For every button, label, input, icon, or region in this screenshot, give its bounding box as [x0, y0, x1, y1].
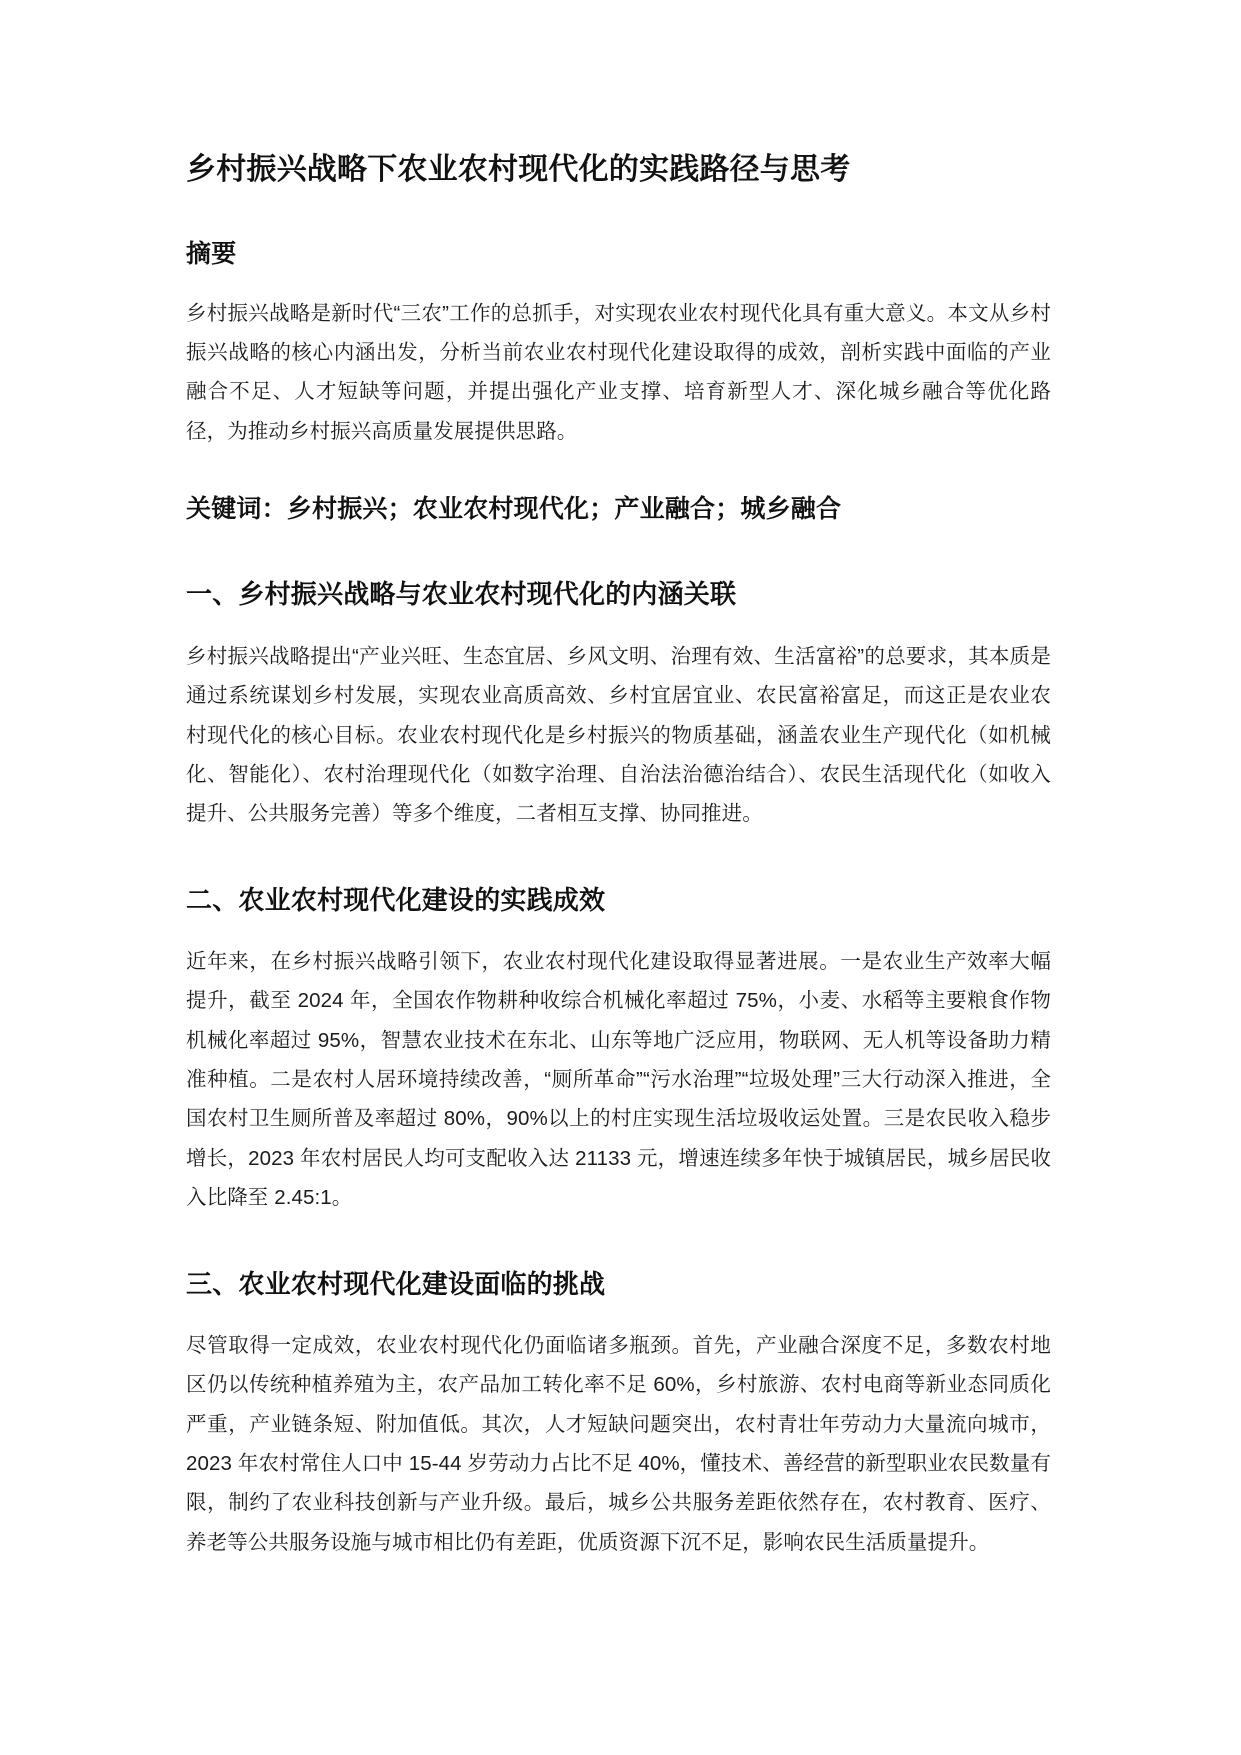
section-one-paragraph: 乡村振兴战略提出“产业兴旺、生态宜居、乡风文明、治理有效、生活富裕”的总要求，其本质是通过系统谋划乡村发展，实现农业高质高效、乡村宜居宜业、农民富裕富足，而这正是农业农村现代化的核心目标。农业农村现代化是乡村振兴的物质基础，涵盖农业生产现代化（如机械化、智能化）、农村治理现代化（如数字治理、自治法治德治结合）、农民生活现代化（如收入提升、公共服务完善）等多个维度，二者相互支撑、协同推进。	[186, 644, 1051, 826]
abstract-section	[186, 237, 1051, 451]
section-two-paragraph: 近年来，在乡村振兴战略引领下，农业农村现代化建设取得显著进展。一是农业生产效率大幅提升，截至 2024 年，全国农作物耕种收综合机械化率超过 75%，小麦、水稻等主要粮食作物机械化率超过 95%，智慧农业技术在东北、山东等地广泛应用，物联网、无人机等设备助力精准种植。二是农村人居环境持续改善，“厕所革命”“污水治理”“垃圾处理”三大行动深入推进，全国农村卫生厕所普及率超过 80%，90%以上的村庄实现生活垃圾收运处置。三是农民收入稳步增长，2023 年农村居民人均可支配收入达 21133 元，增速连续多年快于城镇居民，城乡居民收入比降至 2.45:1。	[186, 950, 1051, 1210]
section-one-heading: 一、乡村振兴战略与农业农村现代化的内涵关联	[186, 579, 737, 610]
section-three-paragraph: 尽管取得一定成效，农业农村现代化仍面临诸多瓶颈。首先，产业融合深度不足，多数农村地区仍以传统种植养殖为主，农产品加工转化率不足 60%，乡村旅游、农村电商等新业态同质化严重，产业链条短、附加值低。其次，人才短缺问题突出，农村青壮年劳动力大量流向城市，2023 年农村常住人口中 15-44 岁劳动力占比不足 40%，懂技术、善经营的新型职业农民数量有限，制约了农业科技创新与产业升级。最后，城乡公共服务差距依然存在，农村教育、医疗、养老等公共服务设施与城市相比仍有差距，优质资源下沉不足，影响农民生活质量提升。	[186, 1333, 1051, 1554]
abstract-paragraph: 乡村振兴战略是新时代“三农”工作的总抓手，对实现农业农村现代化具有重大意义。本文从乡村振兴战略的核心内涵出发，分析当前农业农村现代化建设取得的成效，剖析实践中面临的产业融合不足、人才短缺等问题，并提出强化产业支撑、培育新型人才、深化城乡融合等优化路径，为推动乡村振兴高质量发展提供思路。	[186, 301, 1051, 443]
section-two	[186, 882, 1051, 1218]
section-two-heading: 二、农业农村现代化建设的实践成效	[186, 884, 606, 915]
abstract-heading: 摘要	[186, 239, 237, 268]
section-one	[186, 576, 1051, 833]
section-three	[186, 1266, 1051, 1563]
section-three-heading: 三、农业农村现代化建设面临的挑战	[186, 1268, 606, 1299]
keywords-line: 关键词：乡村振兴；农业农村现代化；产业融合；城乡融合	[186, 494, 842, 523]
page-title: 乡村振兴战略下农业农村现代化的实践路径与思考	[186, 153, 851, 186]
